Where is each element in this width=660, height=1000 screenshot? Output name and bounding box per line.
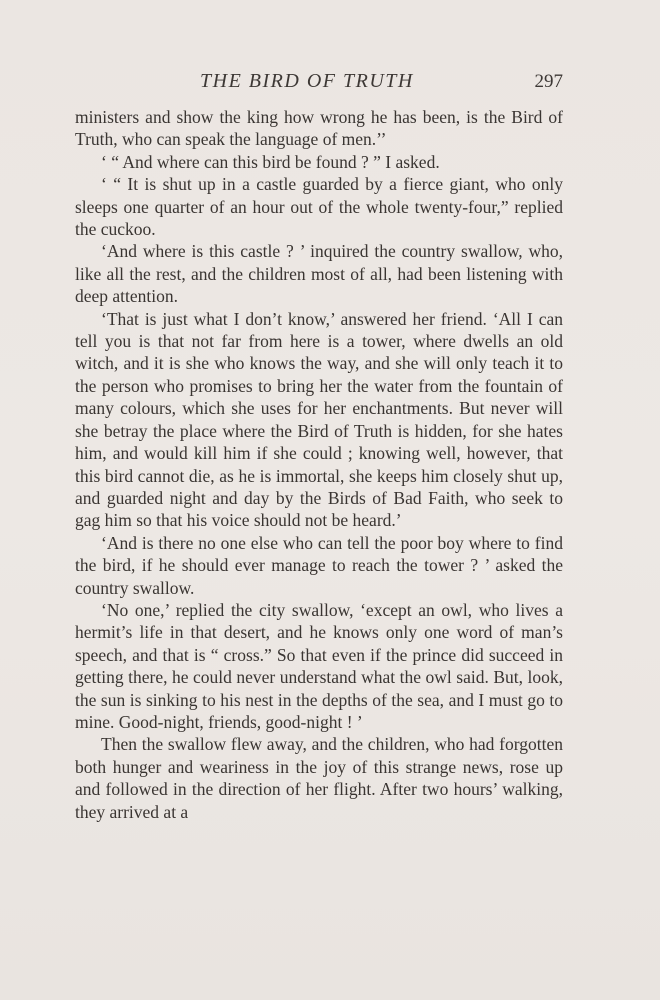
- paragraph: ‘That is just what I don’t know,’ answered her friend. ‘All I can tell you is that not far from here is a tower, where dwells an old witch, and it is she who knows the way, and she will only teach it to the person who promises to bring her the water from the fountain of many colours, which she uses for her enchantments. But never will she betray the place where the Bird of Truth is hidden, for she hates him, and would kill him if she could ; knowing well, however, that this bird cannot die, as he is immortal, she keeps him closely shut up, and guarded night and day by the Birds of Bad Faith, who seek to gag him so that his voice should not be heard.’: [75, 308, 563, 531]
- page-number: 297: [534, 71, 563, 92]
- paragraph: ‘And is there no one else who can tell the poor boy where to find the bird, if he should ever manage to reach the tower ? ’ asked the country swallow.: [75, 532, 563, 598]
- paragraph: ‘And where is this castle ? ’ inquired the country swallow, who, like all the rest, and the children most of all, had been listening with deep attention.: [75, 241, 563, 307]
- page-header: [75, 70, 563, 94]
- running-title: THE BIRD OF TRUTH: [200, 70, 414, 92]
- paragraph: ‘ “ It is shut up in a castle guarded by a fierce giant, who only sleeps one quarter of an hour out of the whole twenty-four,” replied the cuckoo.: [75, 174, 563, 240]
- paragraph: ‘ “ And where can this bird be found ? ” I asked.: [101, 151, 440, 172]
- body-text: [75, 106, 563, 823]
- paragraph: ‘No one,’ replied the city swallow, ‘except an owl, who lives a hermit’s life in that desert, and he knows only one word of man’s speech, and that is “ cross.” So that even if the prince did succeed in getting there, he could never understand what the owl said. But, look, the sun is sinking to his nest in the depths of the sea, and I must go to mine. Good-night, friends, good-night ! ’: [75, 599, 563, 732]
- paragraph: ministers and show the king how wrong he has been, is the Bird of Truth, who can speak the language of men.’’: [75, 107, 563, 150]
- paragraph: Then the swallow flew away, and the children, who had forgotten both hunger and weariness in the joy of this strange news, rose up and followed in the direction of her flight. After two hours’ walking, they arrived at a: [75, 734, 563, 822]
